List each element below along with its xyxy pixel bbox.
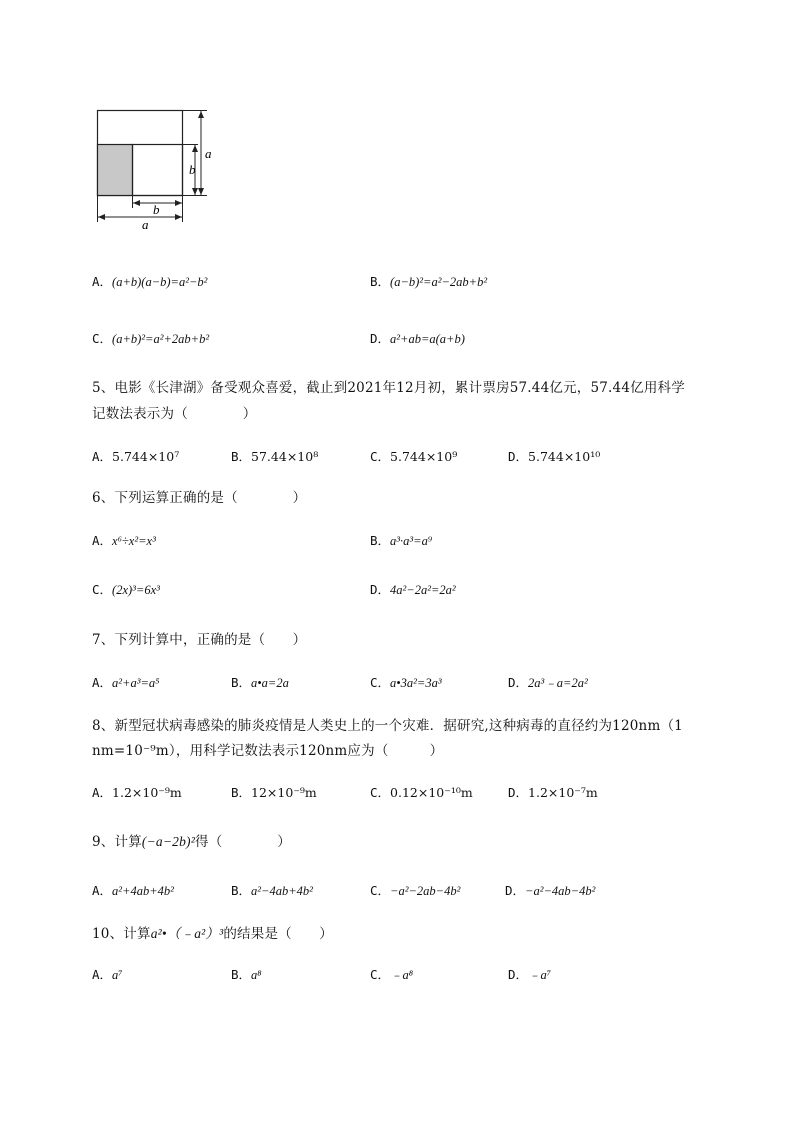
q5-option-c[interactable] — [370, 447, 457, 465]
q9-option-d[interactable] — [505, 881, 595, 899]
q8-option-a[interactable] — [92, 783, 182, 801]
option-label: D． — [508, 967, 529, 982]
square-figure — [90, 104, 220, 234]
option-label: D． — [505, 883, 526, 898]
q10-option-a[interactable] — [92, 965, 123, 983]
option-text: 12×10⁻⁹m — [251, 785, 317, 800]
option-text: ﹣a⁷ — [528, 968, 552, 982]
option-label: A． — [92, 675, 113, 690]
q7-option-a[interactable] — [92, 673, 160, 691]
option-label: B． — [370, 274, 391, 289]
label-a-bottom: a — [142, 217, 149, 232]
q9-option-b[interactable] — [231, 881, 313, 899]
q6-option-d[interactable] — [370, 580, 456, 598]
q10-stem-suffix: 的结果是（ ） — [223, 926, 333, 942]
q10-option-d[interactable] — [508, 965, 551, 983]
option-text: 1.2×10⁻⁹m — [112, 785, 182, 800]
option-text: −a²−2ab−4b² — [390, 884, 461, 898]
q9-stem — [92, 830, 291, 850]
shaded-rectangle — [98, 145, 133, 196]
option-label: B． — [231, 675, 252, 690]
inner-rectangle — [133, 145, 183, 196]
option-text: 5.744×10⁹ — [390, 449, 458, 464]
q7-stem: 7、下列计算中，正确的是（ ） — [92, 632, 307, 648]
option-label: C． — [370, 785, 391, 800]
option-label: D． — [508, 675, 529, 690]
label-b-bottom: b — [153, 202, 160, 217]
option-text: a²−4ab+4b² — [251, 884, 313, 898]
q5-stem-line2: 记数法表示为（ ） — [92, 406, 257, 422]
q5-stem-line1: 5、电影《长津湖》备受观众喜爱，截止到2021年12月初，累计票房57.44亿元，57.44亿用科学 — [92, 380, 685, 396]
option-text: 1.2×10⁻⁷m — [528, 785, 598, 800]
option-text: a³·a³=a⁹ — [390, 534, 433, 548]
option-text: 57.44×10⁸ — [251, 449, 319, 464]
option-text: a•3a²=3a³ — [390, 676, 442, 690]
q10-option-c[interactable] — [370, 965, 413, 983]
q4-option-d[interactable] — [370, 329, 465, 347]
q8-stem-line2: nm=10⁻⁹m），用科学记数法表示120nm应为（ ） — [92, 743, 444, 759]
q4-option-c[interactable] — [92, 329, 209, 347]
option-label: A． — [92, 967, 113, 982]
option-text: (a−b)²=a²−2ab+b² — [390, 275, 488, 289]
q8-option-b[interactable] — [231, 783, 317, 801]
option-text: −a²−4ab−4b² — [525, 884, 596, 898]
option-text: 2a³﹣a=2a² — [528, 676, 588, 690]
option-text: (a+b)²=a²+2ab+b² — [112, 332, 210, 346]
option-label: B． — [231, 967, 252, 982]
option-text: a²+4ab+4b² — [112, 884, 174, 898]
option-label: B． — [231, 449, 252, 464]
option-label: C． — [370, 449, 391, 464]
option-label: B． — [231, 883, 252, 898]
label-b-left: b — [189, 162, 196, 177]
option-text: ﹣a⁸ — [390, 968, 414, 982]
option-text: a²+a³=a⁵ — [112, 676, 160, 690]
option-text: (a+b)(a−b)=a²−b² — [112, 275, 208, 289]
q9-option-c[interactable] — [370, 881, 460, 899]
q4-option-a[interactable] — [92, 272, 207, 290]
option-label: A． — [92, 883, 113, 898]
q4-option-b[interactable] — [370, 272, 487, 290]
q7-option-c[interactable] — [370, 673, 442, 691]
option-label: A． — [92, 449, 113, 464]
label-a-right: a — [205, 146, 212, 161]
option-label: A． — [92, 274, 113, 289]
option-label: D． — [508, 449, 529, 464]
option-label: A． — [92, 785, 113, 800]
q10-stem-expression: a²•（﹣a²）³ — [150, 926, 224, 941]
q7-option-d[interactable] — [508, 673, 588, 691]
q6-option-a[interactable] — [92, 531, 156, 549]
q6-option-c[interactable] — [92, 580, 160, 598]
option-text: x⁶÷x²=x³ — [112, 534, 156, 548]
option-text: a⁸ — [251, 968, 262, 982]
q9-stem-suffix: 得（ ） — [195, 834, 291, 850]
q10-stem — [92, 922, 333, 942]
q5-option-a[interactable] — [92, 447, 179, 465]
option-label: C． — [370, 883, 391, 898]
q8-option-d[interactable] — [508, 783, 598, 801]
option-label: C． — [370, 967, 391, 982]
option-text: a•a=2a — [251, 676, 289, 690]
q6-option-b[interactable] — [370, 531, 432, 549]
q10-option-b[interactable] — [231, 965, 262, 983]
q9-stem-expression: (−a−2b)² — [141, 834, 195, 849]
q8-option-c[interactable] — [370, 783, 473, 801]
option-label: D． — [370, 582, 391, 597]
q5-option-d[interactable] — [508, 447, 600, 465]
q7-option-b[interactable] — [231, 673, 289, 691]
option-label: D． — [370, 331, 391, 346]
q10-stem-prefix: 10、计算 — [92, 926, 151, 942]
q6-stem: 6、下列运算正确的是（ ） — [92, 490, 307, 506]
option-label: A． — [92, 533, 113, 548]
option-text: a²+ab=a(a+b) — [390, 332, 465, 346]
option-text: a⁷ — [112, 968, 123, 982]
option-label: C． — [92, 582, 113, 597]
option-label: D． — [508, 785, 529, 800]
option-label: C． — [370, 675, 391, 690]
q5-option-b[interactable] — [231, 447, 318, 465]
option-text: 5.744×10¹⁰ — [528, 449, 601, 464]
option-text: 4a²−2a²=2a² — [390, 583, 456, 597]
option-label: B． — [231, 785, 252, 800]
option-text: 0.12×10⁻¹⁰m — [390, 785, 473, 800]
q9-option-a[interactable] — [92, 881, 174, 899]
option-text: 5.744×10⁷ — [112, 449, 180, 464]
option-label: B． — [370, 533, 391, 548]
option-text: (2x)³=6x³ — [112, 583, 160, 597]
q8-stem-line1: 8、新型冠状病毒感染的肺炎疫情是人类史上的一个灾难．据研究,这种病毒的直径约为120nm（1 — [92, 718, 683, 734]
q9-stem-prefix: 9、计算 — [92, 834, 142, 850]
option-label: C． — [92, 331, 113, 346]
